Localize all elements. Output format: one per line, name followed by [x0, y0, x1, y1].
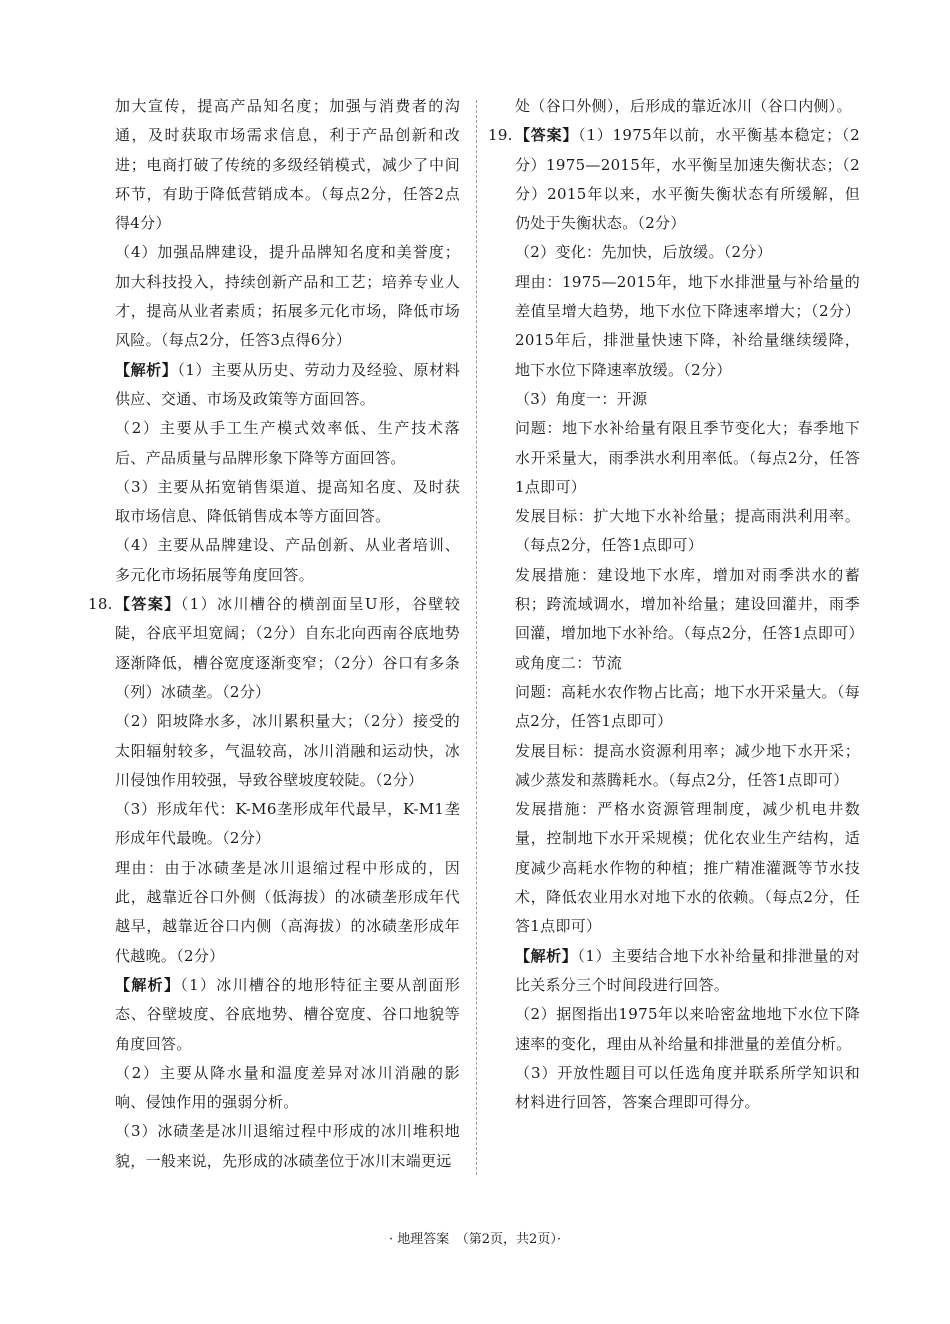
analysis-text: （3）冰碛垄是冰川退缩过程中形成的冰川堆积地貌，一般来说，先形成的冰碛垄位于冰川末端更远 [115, 1122, 460, 1170]
answer-text: 加大宣传，提高产品知名度；加强与消费者的沟通，及时获取市场需求信息，利于产品创新和改进；电商打破了传统的多级经销模式，减少了中间环节，有助于降低营销成本。（每点2分，任答2点得4分） [115, 97, 460, 233]
answer-text: 发展措施：严格水资源管理制度，减少机电井数量，控制地下水开采规模；优化农业生产结构，适度减少高耗水作物的种植；推广精准灌溉等节水技术，降低农业用水对地下水的依赖。（每点2分，任答1点即可） [515, 800, 860, 936]
answer-text: （3）形成年代：K-M6垄形成年代最早，K-M1垄形成年代最晚。（2分） [115, 800, 460, 848]
answer-text: 理由：由于冰碛垄是冰川退缩过程中形成的，因此，越靠近谷口外侧（低海拔）的冰碛垄形成年代越早，越靠近谷口内侧（高海拔）的冰碛垄形成年代越晚。（2分） [115, 858, 460, 965]
answer-content: （1）冰川槽谷的横剖面呈U形，谷壁较陡，谷底平坦宽阔；（2分）自东北向西南谷底地势逐渐降低，槽谷宽度逐渐变窄；（2分）谷口有多条（列）冰碛垄。（2分） [115, 595, 460, 701]
right-column [488, 92, 864, 1117]
answer-text: 理由：1975—2015年，地下水排泄量与补给量的差值呈增大趋势，地下水位下降速率增大；（2分）2015年后，排泄量快速下降，补给量继续缓降，地下水位下降速率放缓。（2分） [515, 272, 860, 379]
answer-tag: 【答案】 [515, 126, 579, 145]
analysis-text: （2）主要从降水量和温度差异对冰川消融的影响、侵蚀作用的强弱分析。 [115, 1063, 460, 1112]
answer-text: （4）加强品牌建设，提升品牌知名度和美誉度；加大科技投入，持续创新产品和工艺；培养专业人才，提高从业者素质；拓展多元化市场，降低市场风险。（每点2分，任答3点得6分） [115, 243, 460, 350]
analysis-text: 处（谷口外侧），后形成的靠近冰川（谷口内侧）。 [515, 97, 852, 115]
analysis-text: （3）主要从拓宽销售渠道、提高知名度、及时获取市场信息、降低销售成本等方面回答。 [115, 477, 460, 526]
analysis-tag: 【解析】 [115, 360, 178, 379]
column-divider [476, 100, 477, 1175]
left-column [88, 92, 461, 1176]
question-19-answer [488, 121, 861, 238]
answer-text: 问题：地下水补给量有限且季节变化大；春季地下水开采量大，雨季洪水利用率低。（每点2分，任答1点即可） [515, 419, 860, 496]
analysis-text: （3）开放性题目可以任选角度并联系所学知识和材料进行回答，答案合理即可得分。 [515, 1063, 860, 1112]
analysis-content: （1）主要从历史、劳动力及经验、原材料供应、交通、市场及政策等方面回答。 [115, 360, 461, 408]
answer-text: 或角度二：节流 [515, 653, 623, 672]
analysis-tag: 【解析】 [515, 946, 578, 965]
analysis-tag: 【解析】 [115, 975, 181, 994]
analysis-text [515, 942, 860, 1001]
answer-text: （2）变化：先加快，后放缓。（2分） [515, 243, 772, 262]
question-number: 18. [88, 595, 113, 614]
analysis-text: （2）主要从手工生产模式效率低、生产技术落后、产品质量与品牌形象下降等方面回答。 [115, 419, 460, 467]
answer-content: （1）1975年以前，水平衡基本稳定；（2分）1975—2015年，水平衡呈加速失衡状态；（2分）2015年以来，水平衡失衡状态有所缓解，但仍处于失衡状态。（2分） [515, 126, 861, 233]
answer-text: 发展措施：建设地下水库，增加对雨季洪水的蓄积；跨流域调水，增加补给量；建设回灌井，雨季回灌，增加地下水补给。（每点2分，任答1点即可） [515, 565, 864, 643]
question-number: 19. [488, 126, 513, 145]
answer-text: 发展目标：扩大地下水补给量；提高雨洪利用率。（每点2分，任答1点即可） [515, 507, 860, 555]
page-footer: · 地理答案 （第2页，共2页）· [389, 1232, 561, 1247]
analysis-text: （2）据图指出1975年以来哈密盆地地下水位下降速率的变化，理由从补给量和排泄量的差值分析。 [515, 1005, 860, 1053]
question-18-answer [88, 590, 460, 707]
answer-text: 问题：高耗水农作物占比高；地下水开采量大。（每点2分，任答1点即可） [515, 682, 860, 731]
answer-text: 发展目标：提高水资源利用率；减少地下水开采；减少蒸发和蒸腾耗水。（每点2分，任答1点即可） [515, 741, 860, 789]
analysis-content: （1）主要结合地下水补给量和排泄量的对比关系分三个时间段进行回答。 [515, 946, 861, 994]
analysis-content: （1）冰川槽谷的地形特征主要从剖面形态、谷壁坡度、谷底地势、槽谷宽度、谷口地貌等角度回答。 [115, 975, 461, 1053]
answer-tag: 【答案】 [115, 595, 181, 614]
answer-text: （3）角度一：开源 [515, 389, 648, 408]
analysis-text [115, 971, 460, 1059]
analysis-text: （4）主要从品牌建设、产品创新、从业者培训、多元化市场拓展等角度回答。 [115, 536, 460, 584]
analysis-text [115, 356, 460, 415]
answer-text: （2）阳坡降水多，冰川累积量大；（2分）接受的太阳辐射较多，气温较高，冰川消融和运动快，冰川侵蚀作用较强，导致谷壁坡度较陡。（2分） [115, 712, 460, 789]
